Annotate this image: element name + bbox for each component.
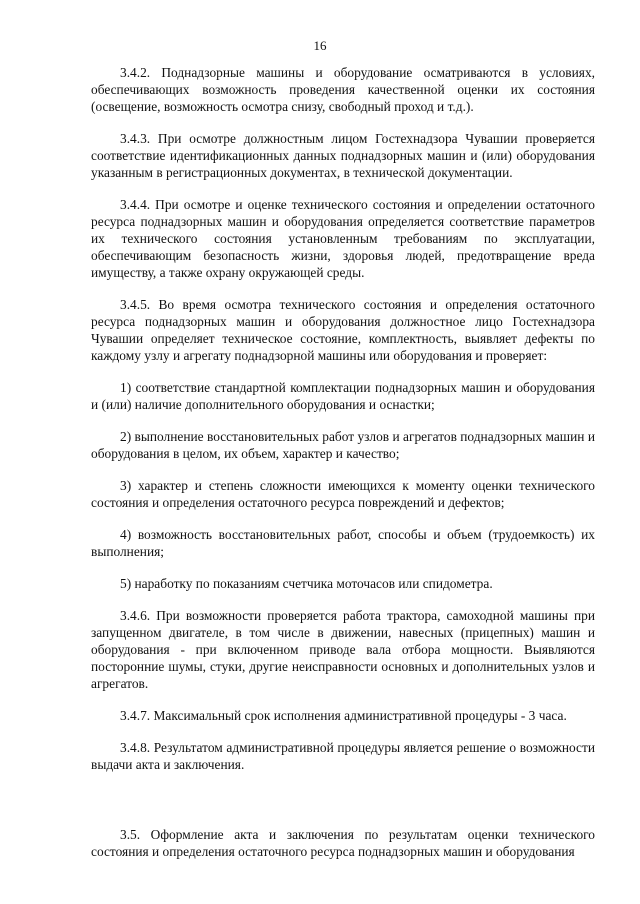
document-body xyxy=(91,64,595,875)
page-number: 16 xyxy=(313,38,327,53)
list-item-5: 5) наработку по показаниям счетчика моточасов или спидометра. xyxy=(120,576,493,591)
section-spacer xyxy=(91,788,595,826)
section-heading-3-5: 3.5. Оформление акта и заключения по результатам оценки технического состояния и определения остаточного ресурса поднадзорных машин и оборудования xyxy=(91,827,595,859)
paragraph-3-4-7: 3.4.7. Максимальный срок исполнения административной процедуры - 3 часа. xyxy=(120,708,567,723)
list-item-4: 4) возможность восстановительных работ, способы и объем (трудоемкость) их выполнения; xyxy=(91,527,595,559)
paragraph-3-4-6: 3.4.6. При возможности проверяется работа трактора, самоходной машины при запущенном двигателе, в том числе в движении, навесных (прицепных) машин и оборудования - при включенном приводе вала отбора мощности. Выявляются посторонние шумы, стуки, другие неисправности основных и дополнительных узлов и агрегатов. xyxy=(91,608,595,691)
list-item-1: 1) соответствие стандартной комплектации поднадзорных машин и оборудования и (или) наличие дополнительного оборудования и оснастки; xyxy=(91,380,595,412)
list-item-3: 3) характер и степень сложности имеющихся к моменту оценки технического состояния и определения остаточного ресурса повреждений и дефектов; xyxy=(91,478,595,510)
paragraph-3-4-3: 3.4.3. При осмотре должностным лицом Гостехнадзора Чувашии проверяется соответствие идентификационных данных поднадзорных машин и (или) оборудования указанным в регистрационных документах, в технической документации. xyxy=(91,131,595,180)
paragraph-3-4-8: 3.4.8. Результатом административной процедуры является решение о возможности выдачи акта и заключения. xyxy=(91,740,595,772)
paragraph-3-4-5: 3.4.5. Во время осмотра технического состояния и определения остаточного ресурса поднадзорных машин и оборудования должностное лицо Гостехнадзора Чувашии определяет техническое состояние, комплектность, выявляет дефекты по каждому узлу и агрегату поднадзорной машины или оборудования и проверяет: xyxy=(91,297,595,363)
paragraph-3-4-2: 3.4.2. Поднадзорные машины и оборудование осматриваются в условиях, обеспечивающих возможность проведения качественной оценки их состояния (освещение, возможность осмотра снизу, свободный проход и т.д.). xyxy=(91,65,595,114)
paragraph-3-4-4: 3.4.4. При осмотре и оценке технического состояния и определении остаточного ресурса поднадзорных машин и оборудования определяется соответствие параметров их технического состояния установленным требованиям по эксплуатации, обеспечивающим безопасность жизни, здоровья людей, предотвращение вреда имуществу, а также охрану окружающей среды. xyxy=(91,197,595,280)
list-item-2: 2) выполнение восстановительных работ узлов и агрегатов поднадзорных машин и оборудования в целом, их объем, характер и качество; xyxy=(91,429,595,461)
